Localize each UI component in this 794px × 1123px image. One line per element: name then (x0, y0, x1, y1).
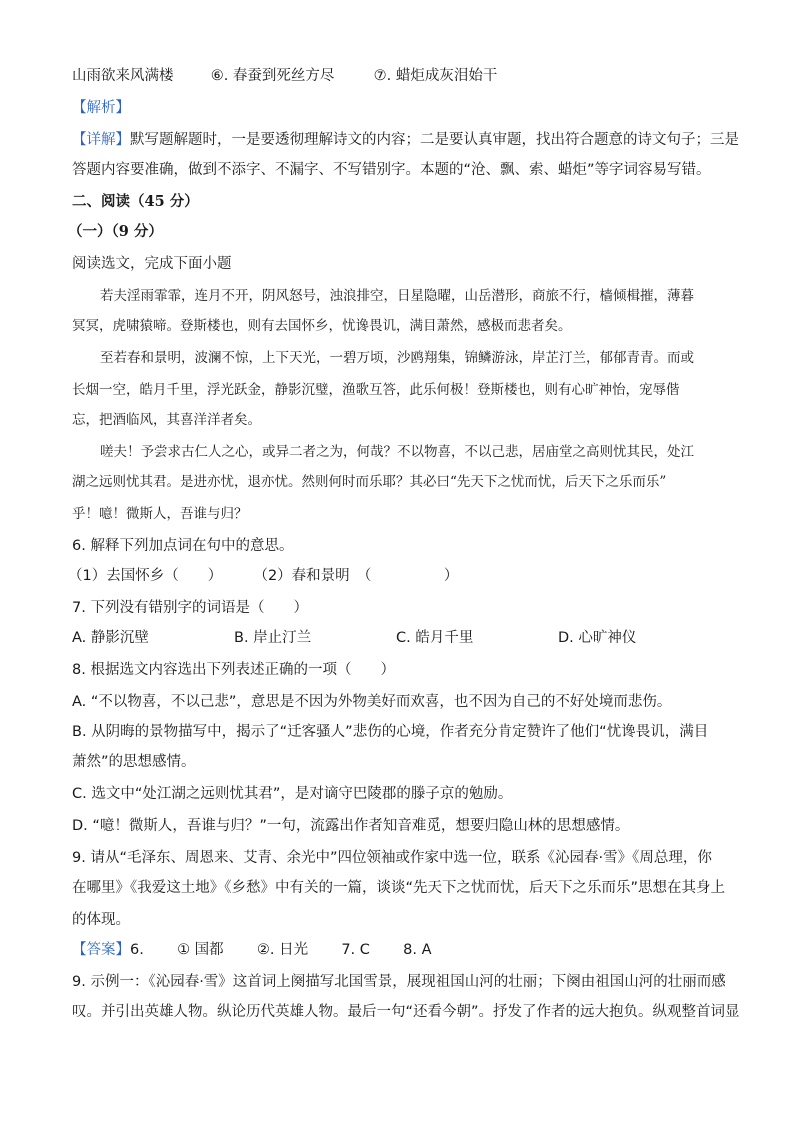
passage-line-5: 忘，把酒临风，其喜洋洋者矣。 (72, 412, 261, 428)
answer-q6-number: 6. (130, 942, 144, 958)
answer-line (72, 940, 432, 960)
passage-line-3: 至若春和景明，波澜不惊，上下天光，一碧万顷，沙鸥翔集，锦鳞游泳，岸芷汀兰，郁郁青青。而或 (100, 350, 694, 366)
question-8-option-d: D. “噫！微斯人，吾谁与归？”一句，流露出作者知音难觅，想要归隐山林的思想感情。 (72, 818, 630, 834)
question-7-option-b: B. 岸止汀兰 (234, 630, 312, 646)
answer-item-5: 山雨欲来风满楼 (72, 68, 174, 84)
question-6-part-1: （1）去国怀乡（ ） (68, 568, 223, 584)
analysis-tag: 【解析】 (72, 100, 130, 116)
question-9-line-3: 的体现。 (72, 912, 130, 928)
answer-q8: 8. A (403, 942, 432, 958)
question-6-part-2: （2）春和景明 （ ） (253, 568, 459, 584)
answer-q6-2: ②. 日光 (256, 942, 309, 958)
section-title: 二、阅读（45 分） (72, 193, 199, 210)
answer-line-top (72, 66, 497, 86)
answer-q7: 7. C (341, 942, 370, 958)
detail-line-1 (72, 130, 739, 150)
detail-text-1: 默写题解题时，一是要透彻理解诗文的内容；二是要认真审题，找出符合题意的诗文句子；三是 (130, 132, 739, 148)
passage-line-7: 湖之远则忧其君。是进亦忧，退亦忧。然则何时而乐耶？其必曰“先天下之忧而忧，后天下之乐而乐” (72, 474, 667, 490)
question-9-line-2: 在哪里》《我爱这土地》《乡愁》中有关的一篇，谈谈“先天下之忧而忧，后天下之乐而乐”思想在其身上 (72, 880, 726, 896)
passage-line-1: 若夫淫雨霏霏，连月不开，阴风怒号，浊浪排空，日星隐曜，山岳潜形，商旅不行，樯倾楫摧，薄暮 (100, 288, 694, 304)
answer-tag: 【答案】 (72, 942, 130, 958)
detail-tag: 【详解】 (72, 132, 130, 148)
example-line-1: 9. 示例一：《沁园春·雪》这首词上阕描写北国雪景，展现祖国山河的壮丽；下阕由祖国山河的壮丽而感 (72, 974, 726, 990)
question-6-parts (68, 566, 458, 586)
detail-line-2: 答题内容要准确，做到不添字、不漏字、不写错别字。本题的“沧、飘、索、蜡炬”等字词容易写错。 (72, 162, 711, 178)
answer-item-7: ⑦. 蜡炬成灰泪始干 (373, 68, 498, 84)
answer-item-6: ⑥. 春蚕到死丝方尽 (210, 68, 335, 84)
passage-line-8: 乎！噫！微斯人，吾谁与归？ (72, 506, 248, 522)
question-7-option-c: C. 皓月千里 (396, 630, 474, 646)
passage-line-6: 嗟夫！予尝求古仁人之心，或异二者之为，何哉？不以物喜，不以己悲，居庙堂之高则忧其民，处江 (100, 444, 694, 460)
question-7-stem: 7. 下列没有错别字的词语是（ ） (72, 600, 308, 616)
question-8-option-b-line-2: 萧然”的思想感情。 (72, 754, 196, 770)
passage-line-2: 冥冥，虎啸猿啼。登斯楼也，则有去国怀乡，忧谗畏讥，满目萧然，感极而悲者矣。 (72, 318, 572, 334)
question-9-line-1: 9. 请从“毛泽东、周恩来、艾青、余光中”四位领袖或作家中选一位，联系《沁园春·雪》《周总理，你 (72, 850, 712, 866)
passage-line-4: 长烟一空，皓月千里，浮光跃金，静影沉璧，渔歌互答，此乐何极！登斯楼也，则有心旷神怡，宠辱偕 (72, 382, 680, 398)
reading-instruction: 阅读选文，完成下面小题 (72, 256, 232, 272)
question-8-option-c: C. 选文中“处江湖之远则忧其君”，是对谪守巴陵郡的滕子京的勉励。 (72, 786, 513, 802)
example-line-2: 叹。并引出英雄人物。纵论历代英雄人物。最后一句“还看今朝”。抒发了作者的远大抱负。纵观整首词显 (72, 1004, 740, 1020)
question-7-option-d: D. 心旷神仪 (558, 630, 637, 646)
question-6-stem: 6. 解释下列加点词在句中的意思。 (72, 538, 294, 554)
section-subtitle: （一）（9 分） (68, 223, 163, 240)
answer-q6-1: ① 国都 (177, 942, 224, 958)
question-8-option-a: A. “不以物喜，不以己悲”，意思是不因为外物美好而欢喜，也不因为自己的不好处境而悲伤。 (72, 694, 672, 710)
question-8-option-b-line-1: B. 从阴晦的景物描写中，揭示了“迁客骚人”悲伤的心境，作者充分肯定赞许了他们“忧谗畏讥，满目 (72, 724, 709, 740)
question-8-stem: 8. 根据选文内容选出下列表述正确的一项（ ） (72, 662, 395, 678)
question-7-option-a: A. 静影沉壁 (72, 630, 149, 646)
